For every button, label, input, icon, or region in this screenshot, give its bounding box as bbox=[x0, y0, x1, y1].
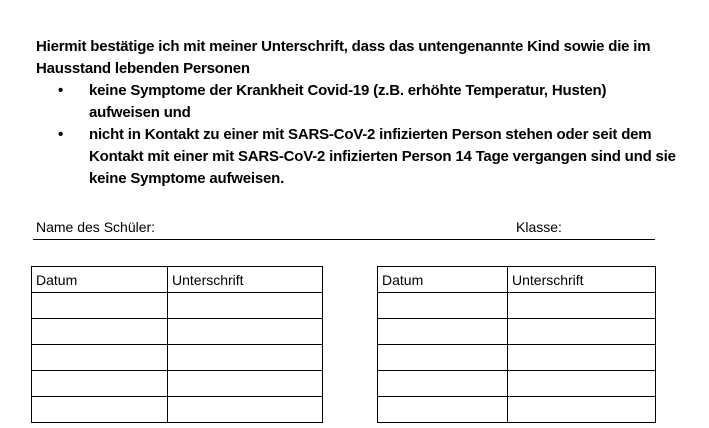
signature-table-left bbox=[31, 266, 323, 423]
date-cell[interactable] bbox=[32, 293, 168, 319]
signature-cell[interactable] bbox=[168, 345, 323, 371]
date-cell[interactable] bbox=[32, 319, 168, 345]
date-cell[interactable] bbox=[378, 319, 508, 345]
table-row bbox=[32, 371, 323, 397]
column-header-date: Datum bbox=[378, 267, 508, 293]
statement-list bbox=[36, 80, 676, 190]
table-header-row bbox=[32, 267, 323, 293]
date-cell[interactable] bbox=[32, 371, 168, 397]
signature-table-right bbox=[377, 266, 656, 423]
signature-cell[interactable] bbox=[508, 319, 656, 345]
table-row bbox=[378, 293, 656, 319]
table-row bbox=[378, 371, 656, 397]
statement-item bbox=[36, 80, 676, 124]
signature-cell[interactable] bbox=[508, 371, 656, 397]
column-header-signature: Unterschrift bbox=[168, 267, 323, 293]
signature-cell[interactable] bbox=[168, 293, 323, 319]
table-row bbox=[32, 397, 323, 423]
statement-item-text: keine Symptome der Krankheit Covid-19 (z.B. erhöhte Temperatur, Husten) aufweisen und bbox=[89, 82, 607, 121]
table-row bbox=[32, 345, 323, 371]
signature-cell[interactable] bbox=[508, 397, 656, 423]
statement-item-text: nicht in Kontakt zu einer mit SARS-CoV-2 infizierten Person stehen oder seit dem Kontakt mit einer mit SARS-CoV-2 infizierten Person 14 Tage vergangen sind und sie keine Symptome aufweisen. bbox=[89, 126, 676, 187]
table-row bbox=[32, 319, 323, 345]
signature-cell[interactable] bbox=[508, 293, 656, 319]
date-cell[interactable] bbox=[378, 345, 508, 371]
table-row bbox=[32, 293, 323, 319]
signature-cell[interactable] bbox=[168, 319, 323, 345]
consent-statement bbox=[36, 36, 676, 190]
date-cell[interactable] bbox=[32, 345, 168, 371]
date-cell[interactable] bbox=[32, 397, 168, 423]
bullet-icon: • bbox=[58, 126, 64, 143]
table-row bbox=[378, 397, 656, 423]
class-label: Klasse: bbox=[516, 219, 562, 235]
student-name-label: Name des Schüler: bbox=[36, 219, 156, 235]
bullet-icon: • bbox=[58, 82, 64, 99]
date-cell[interactable] bbox=[378, 371, 508, 397]
column-header-date: Datum bbox=[32, 267, 168, 293]
table-row bbox=[378, 345, 656, 371]
date-cell[interactable] bbox=[378, 397, 508, 423]
statement-intro: Hiermit bestätige ich mit meiner Unterschrift, dass das untengenannte Kind sowie die im Hausstand lebenden Personen bbox=[36, 38, 651, 77]
student-name-line[interactable] bbox=[33, 239, 655, 240]
date-cell[interactable] bbox=[378, 293, 508, 319]
signature-cell[interactable] bbox=[168, 371, 323, 397]
table-header-row bbox=[378, 267, 656, 293]
statement-item bbox=[36, 124, 676, 190]
signature-cell[interactable] bbox=[508, 345, 656, 371]
table-row bbox=[378, 319, 656, 345]
column-header-signature: Unterschrift bbox=[508, 267, 656, 293]
signature-cell[interactable] bbox=[168, 397, 323, 423]
